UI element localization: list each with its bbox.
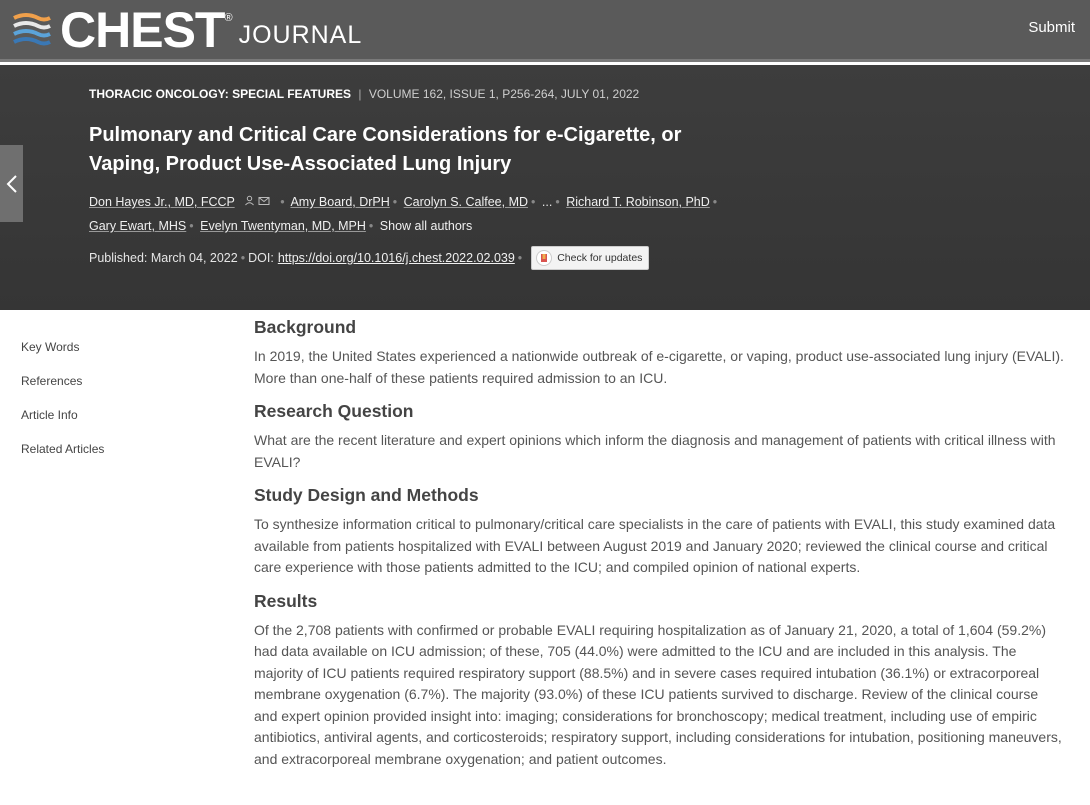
chest-logo-icon	[12, 10, 52, 50]
author-link[interactable]: Carolyn S. Calfee, MD	[403, 195, 529, 209]
author-list	[89, 191, 789, 238]
abstract	[254, 317, 1064, 782]
author-icons	[244, 197, 273, 209]
author-separator: •	[392, 195, 398, 209]
crossmark-icon	[536, 250, 552, 266]
article-header	[0, 65, 1090, 310]
article-sidebar-nav	[21, 340, 104, 476]
study-design-text: To synthesize information critical to pulmonary/critical care specialists in the care of patients with EVALI, this study examined data available from patients hospitalized with EVALI between August 2019 and January 2020; reviewed the clinical course and critical care experience with those patients admitted to the ICU; and compiled opinion of national experts.	[254, 516, 1056, 575]
study-design-heading: Study Design and Methods	[254, 485, 479, 505]
doi-link[interactable]: https://doi.org/10.1016/j.chest.2022.02.039	[277, 251, 515, 265]
site-header	[0, 0, 1090, 62]
article-title: Pulmonary and Critical Care Considerations for e-Cigarette, or Vaping, Product Use-Associated Lung Injury	[89, 124, 682, 175]
meta-separator: |	[358, 87, 362, 101]
logo-journal-text: JOURNAL	[238, 21, 363, 49]
author-link[interactable]: Gary Ewart, MHS	[89, 219, 187, 233]
publication-info	[89, 246, 649, 270]
results-heading: Results	[254, 590, 318, 611]
author-link[interactable]: Don Hayes Jr., MD, FCCP	[89, 195, 235, 209]
sidebar-item-related-articles[interactable]: Related Articles	[21, 442, 105, 456]
meta-separator: •	[517, 251, 523, 265]
author-link[interactable]: Richard T. Robinson, PhD	[566, 195, 710, 209]
logo-registered-mark: ®	[224, 12, 233, 24]
author-link[interactable]: Amy Board, DrPH	[290, 195, 390, 209]
author-separator: •	[368, 219, 374, 233]
results-text: Of the 2,708 patients with confirmed or probable EVALI requiring hospitalization as of January 21, 2020, a total of 1,604 (59.2%) had data available on ICU admission; of these, 705 (44.0%) were admitted to the ICU and are included in this analysis. The majority of ICU patients required respiratory support (88.5%) and in severe cases required intubation (36.1%) or extracorporeal membrane oxygenation (6.7%). The majority (93.0%) of these ICU patients survived to discharge. Review of the clinical course and expert opinion provided insight into: imaging; considerations for bronchoscopy; medical treatment, including use of empiric antibiotics, antiviral agents, and corticosteroids; respiratory support, including considerations for intubation, positioning maneuvers, and extracorporeal membrane oxygenation; and patient outcomes.	[254, 621, 1062, 767]
check-for-updates-label: Check for updates	[557, 252, 643, 264]
author-separator: •	[280, 195, 285, 209]
author-separator: •	[531, 195, 536, 209]
doi-label: DOI:	[248, 251, 274, 265]
sidebar-item-references[interactable]: References	[21, 374, 83, 388]
article-meta	[89, 87, 639, 101]
article-section[interactable]: THORACIC ONCOLOGY: SPECIAL FEATURES	[89, 87, 352, 101]
previous-article-button[interactable]	[0, 145, 23, 222]
author-separator: •	[189, 219, 194, 233]
research-question-text: What are the recent literature and expert opinions which inform the diagnosis and management of patients with critical illness with EVALI?	[254, 432, 1056, 470]
background-heading: Background	[254, 317, 357, 337]
chevron-left-icon	[6, 174, 18, 194]
check-for-updates-button[interactable]	[531, 246, 649, 270]
person-icon[interactable]	[244, 195, 255, 206]
chest-journal-logo[interactable]	[12, 4, 362, 56]
meta-separator: •	[240, 251, 246, 265]
logo-chest-text: CHEST	[60, 2, 225, 58]
sidebar-item-article-info[interactable]: Article Info	[21, 408, 78, 422]
research-question-heading: Research Question	[254, 401, 414, 421]
published-date: Published: March 04, 2022	[89, 251, 238, 265]
author-separator: •	[555, 195, 560, 209]
email-icon[interactable]	[258, 196, 270, 206]
background-text: In 2019, the United States experienced a nationwide outbreak of e-cigarette, or vaping, product use-associated lung injury (EVALI). More than one-half of these patients required admission to an ICU.	[254, 348, 1064, 386]
article-volume[interactable]: VOLUME 162, ISSUE 1, P256-264, JULY 01, 2022	[368, 87, 640, 101]
author-link[interactable]: Evelyn Twentyman, MD, MPH	[200, 219, 366, 233]
sidebar-item-key-words[interactable]: Key Words	[21, 340, 80, 354]
author-separator: •	[712, 195, 718, 209]
author-ellipsis: ...	[541, 195, 553, 209]
submit-link[interactable]: Submit	[1028, 19, 1075, 36]
show-all-authors-link[interactable]: Show all authors	[379, 219, 473, 233]
